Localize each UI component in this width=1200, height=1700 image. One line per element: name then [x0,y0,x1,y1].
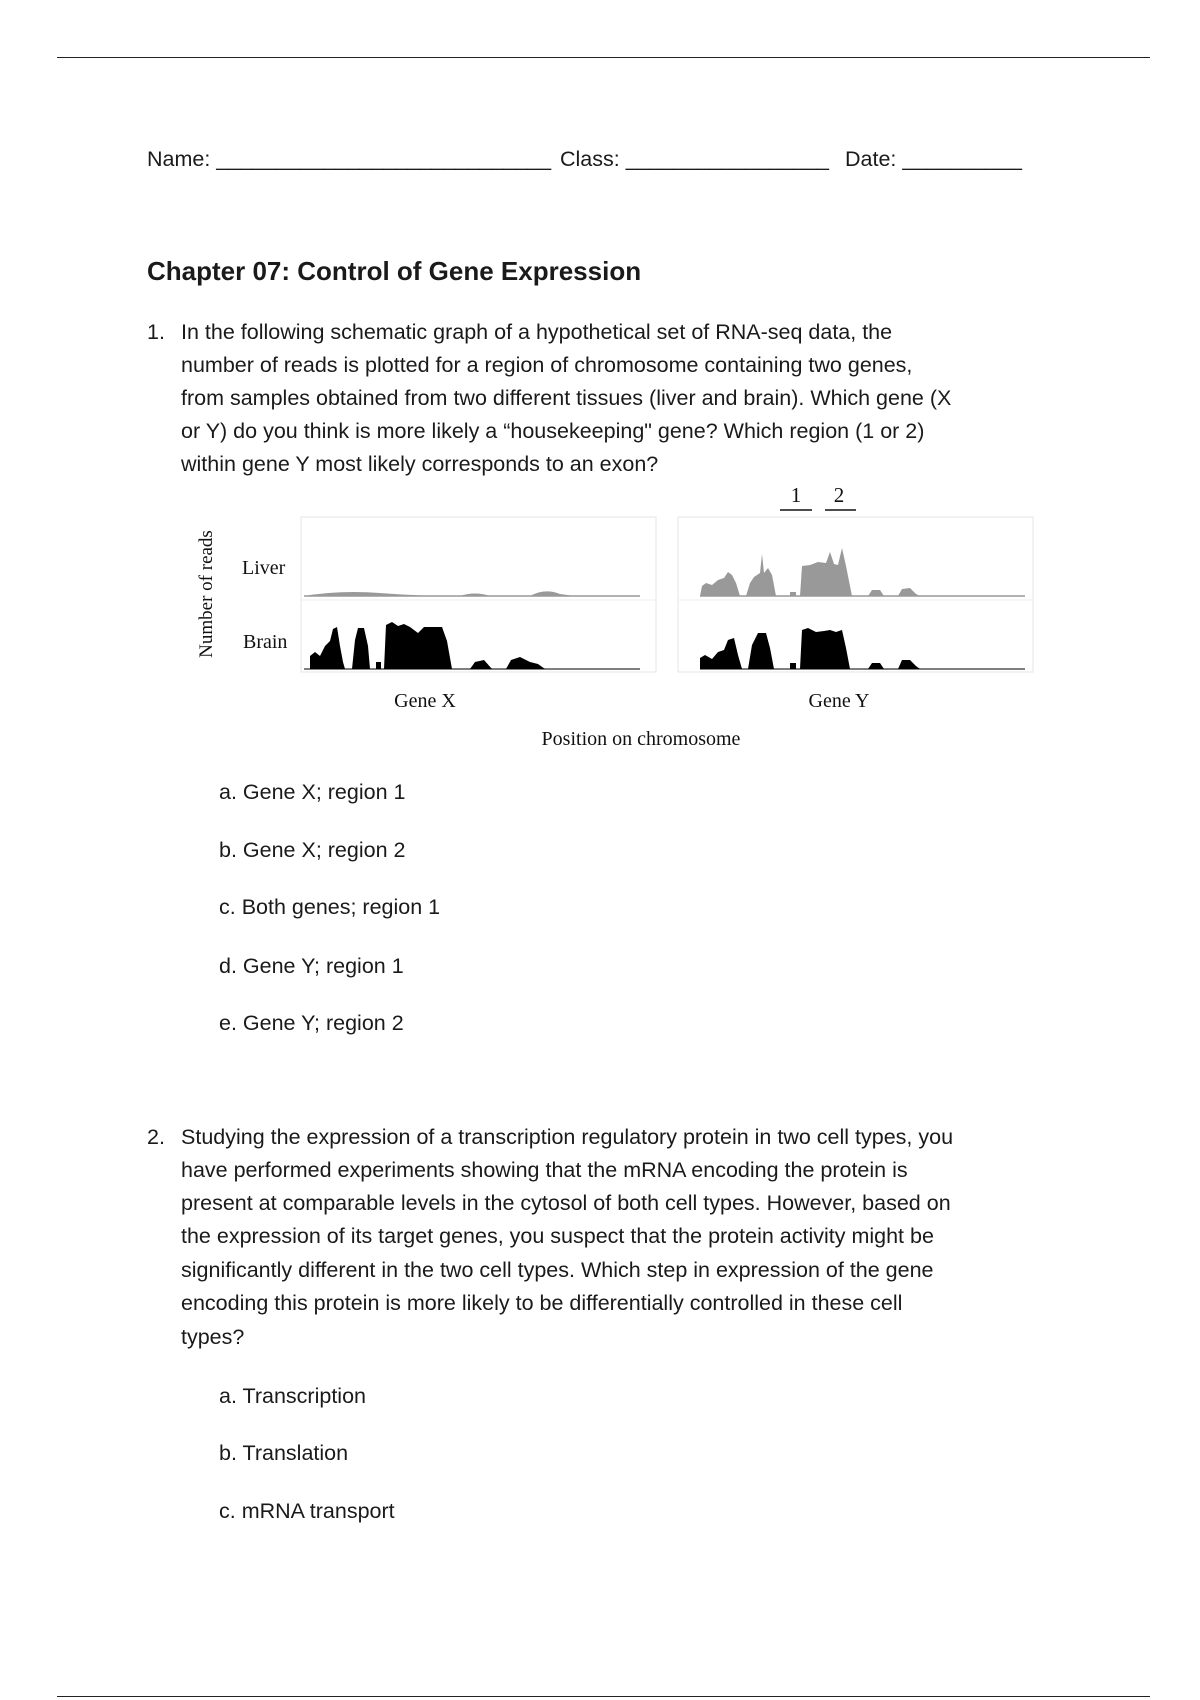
brain-label: Brain [243,631,288,653]
question-1-text: or Y) do you think is more likely a “housekeeping" gene? Which region (1 or 2) [181,419,925,443]
brain-gene-x-profile [310,622,560,669]
region-1-label: 1 [790,483,802,507]
question-2-text: have performed experiments showing that the mRNA encoding the protein is [181,1158,908,1182]
question-1-option-a: a. Gene X; region 1 [219,780,406,804]
question-1-option-d: d. Gene Y; region 1 [219,954,404,978]
question-2-text: encoding this protein is more likely to be differentially controlled in these cell [181,1291,903,1315]
question-2-option-a: a. Transcription [219,1384,366,1408]
question-1-text: number of reads is plotted for a region of chromosome containing two genes, [181,353,913,377]
liver-label: Liver [242,557,286,579]
question-1-text: In the following schematic graph of a hypothetical set of RNA-seq data, the [181,320,893,344]
question-2-text: types? [181,1325,245,1349]
question-2-text: the expression of its target genes, you suspect that the protein activity might be [181,1224,934,1248]
bottom-rule [57,1696,1150,1697]
name-field-label: Name: ____________________________ [147,147,552,171]
chapter-title: Chapter 07: Control of Gene Expression [147,256,642,286]
question-1-option-e: e. Gene Y; region 2 [219,1011,404,1035]
question-1-option-b: b. Gene X; region 2 [219,838,406,862]
region-2-label: 2 [833,483,845,507]
question-2-number: 2. [147,1125,165,1149]
class-field-label: Class: _________________ [560,147,829,171]
date-field-label: Date: __________ [845,147,1022,171]
question-2-option-c: c. mRNA transport [219,1499,395,1523]
question-1-option-c: c. Both genes; region 1 [219,895,441,919]
liver-gene-y-profile [700,548,930,596]
gene-x-label: Gene X [394,690,456,712]
gene-y-label: Gene Y [808,690,870,712]
brain-gene-y-profile [700,628,930,669]
question-2-text: present at comparable levels in the cytosol of both cell types. However, based on [181,1191,951,1215]
question-2-text: Studying the expression of a transcription regulatory protein in two cell types, you [181,1125,954,1149]
question-1-text: within gene Y most likely corresponds to an exon? [181,452,659,476]
y-axis-label: Number of reads [196,530,217,658]
question-1-text: from samples obtained from two different tissues (liver and brain). Which gene (X [181,386,952,410]
x-axis-label: Position on chromosome [541,728,741,750]
question-1-number: 1. [147,320,165,344]
question-2-option-b: b. Translation [219,1441,349,1465]
question-2-text: significantly different in the two cell types. Which step in expression of the gene [181,1258,934,1282]
